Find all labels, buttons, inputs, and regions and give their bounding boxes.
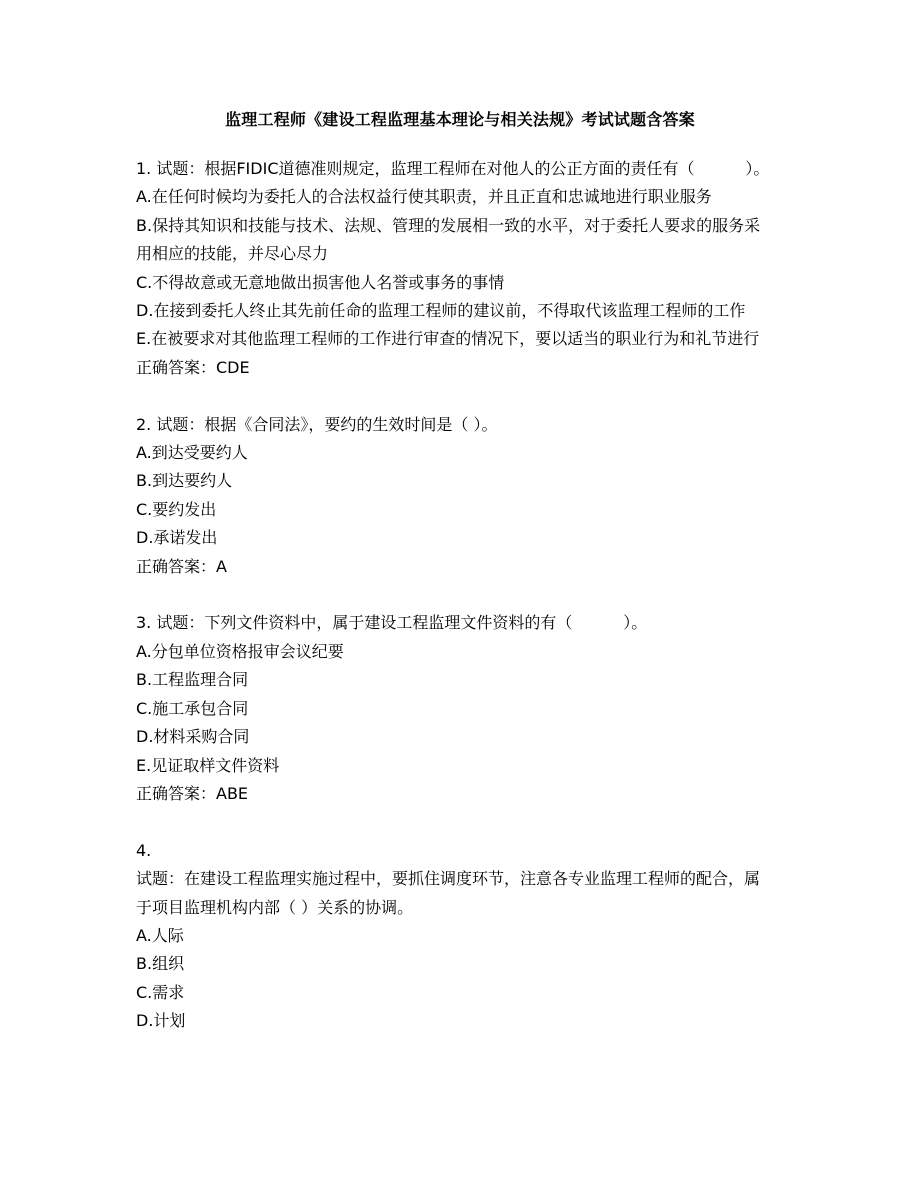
option-b: B.到达要约人 — [136, 471, 233, 491]
question-3 — [136, 609, 786, 808]
question-1 — [136, 155, 786, 382]
option-c: C.需求 — [136, 982, 185, 1002]
option-a: A.到达受要约人 — [136, 443, 248, 463]
question-number: 4. — [136, 840, 152, 860]
option-e: E.见证取样文件资料 — [136, 755, 280, 775]
option-b: B.保持其知识和技能与技术、法规、管理的发展相一致的水平，对于委托人要求的服务采 — [136, 215, 761, 235]
question-list — [136, 155, 786, 1036]
correct-answer: 正确答案：CDE — [136, 357, 250, 377]
correct-answer: 正确答案：A — [136, 556, 227, 576]
correct-answer: 正确答案：ABE — [136, 783, 249, 803]
option-c: C.要约发出 — [136, 499, 217, 519]
question-stem: 试题：在建设工程监理实施过程中，要抓住调度环节，注意各专业监理工程师的配合，属 — [136, 869, 761, 889]
option-e: E.在被要求对其他监理工程师的工作进行审查的情况下，要以适当的职业行为和礼节进行 — [136, 329, 760, 349]
option-d: D.材料采购合同 — [136, 727, 250, 747]
question-2 — [136, 411, 786, 581]
question-stem: 3. 试题：下列文件资料中，属于建设工程监理文件资料的有（ ）。 — [136, 613, 648, 633]
question-stem: 2. 试题：根据《合同法》，要约的生效时间是（ ）。 — [136, 414, 498, 434]
spacer — [136, 808, 786, 836]
question-stem-continued: 于项目监理机构内部（ ）关系的协调。 — [136, 897, 414, 917]
option-b: B.组织 — [136, 954, 185, 974]
question-4 — [136, 837, 786, 1036]
option-c: C.施工承包合同 — [136, 698, 249, 718]
option-a: A.分包单位资格报审会议纪要 — [136, 641, 344, 661]
question-stem: 1. 试题：根据FIDIC道德准则规定，监理工程师在对他人的公正方面的责任有（ ）。 — [136, 159, 770, 178]
option-a: A.人际 — [136, 925, 184, 945]
spacer — [136, 581, 786, 609]
option-c: C.不得故意或无意地做出损害他人名誉或事务的事情 — [136, 272, 505, 292]
document-title: 监理工程师《建设工程监理基本理论与相关法规》考试试题含答案 — [225, 110, 695, 129]
option-a: A.在任何时候均为委托人的合法权益行使其职责，并且正直和忠诚地进行职业服务 — [136, 187, 712, 207]
option-d: D.承诺发出 — [136, 528, 218, 548]
option-b-continued: 用相应的技能，并尽心尽力 — [136, 244, 329, 264]
option-d: D.计划 — [136, 1011, 186, 1031]
spacer — [136, 382, 786, 410]
option-d: D.在接到委托人终止其先前任命的监理工程师的建议前，不得取代该监理工程师的工作 — [136, 301, 746, 321]
option-b: B.工程监理合同 — [136, 670, 249, 690]
